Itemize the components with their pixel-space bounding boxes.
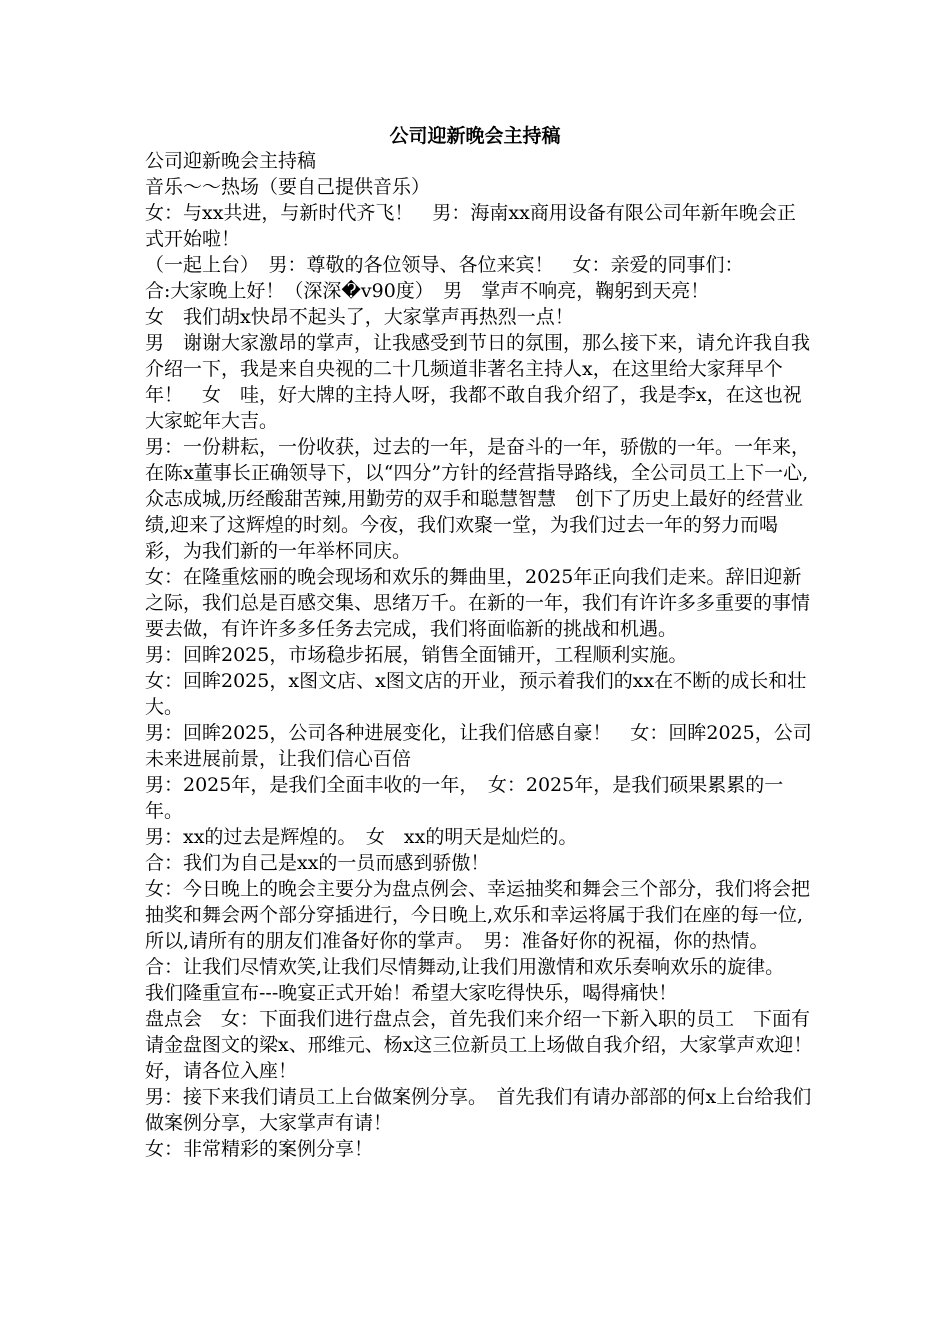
paragraph-stores: 女：回眸2025，x图文店、x图文店的开业，预示着我们的xx在不断的成长和壮大。 — [145, 670, 807, 718]
paragraph-pride: 合：我们为自己是xx的一员而感到骄傲！ — [145, 852, 490, 874]
paragraph-together: 合:大家晚上好！（深深�v90度） 男 掌声不响亮，鞠躬到天亮！ — [145, 280, 710, 302]
paragraph-announcement: 我们隆重宣布---晚宴正式开始！希望大家吃得快乐，喝得痛快！ — [145, 982, 678, 1004]
paragraph-greeting: （一起上台） 男：尊敬的各位领导、各位来宾！ 女：亲爱的同事们： — [145, 254, 744, 276]
paragraph-closing: 女：非常精彩的案例分享！ — [145, 1138, 374, 1160]
paragraph-program: 女：今日晚上的晚会主要分为盘点例会、幸运抽奖和舞会三个部分，我们将会把抽奖和舞会两个部分穿插进行，今日晚上,欢乐和幸运将属于我们在座的每一位,所以,请所有的朋友们准备好你的掌声。 男：准备好你的祝福，你的热情。 合：让我们尽情欢笑,让我们尽情舞动,让我们用激情和欢乐奏响欢乐的旋律。 — [145, 878, 811, 978]
paragraph-case-sharing: 男：接下来我们请员工上台做案例分享。 首先我们有请办部部的何x上台给我们做案例分享，大家掌声有请！ — [145, 1086, 812, 1134]
document-body — [145, 148, 832, 1162]
document-title: 公司迎新晚会主持稿 — [389, 125, 561, 147]
paragraph-new-year: 女：在隆重炫丽的晚会现场和欢乐的舞曲里，2025年正向我们走来。辞旧迎新之际，我们总是百感交集、思绪万千。在新的一年，我们有许许多多重要的事情要去做，有许许多多任务去完成，我们将面临新的挑战和机遇。 — [145, 566, 811, 640]
paragraph-review-meeting: 盘点会 女：下面我们进行盘点会，首先我们来介绍一下新入职的员工 下面有请金盘图文的梁x、邢维元、杨x这三位新员工上场做自我介绍，大家掌声欢迎！ 好，请各位入座！ — [145, 1008, 832, 1082]
paragraph-harvest: 男：2025年，是我们全面丰收的一年， 女：2025年，是我们硕果累累的一年。 — [145, 774, 784, 822]
paragraph-review-year: 男：一份耕耘，一份收获，过去的一年，是奋斗的一年，骄傲的一年。一年来，在陈x董事长正确领导下，以“四分”方针的经营指导路线，全公司员工上下一心,众志成城,历经酸甜苦辣,用勤劳的双手和聪慧智慧 创下了历史上最好的经营业绩,迎来了这辉煌的时刻。今夜，我们欢聚一堂，为我们过去一年的努力而喝彩，为我们新的一年举杯同庆。 — [145, 436, 811, 562]
paragraph-opening: 女：与xx共进，与新时代齐飞！ 男：海南xx商用设备有限公司年新年晚会正式开始啦！ — [145, 202, 796, 250]
paragraph-subtitle: 公司迎新晚会主持稿 — [145, 150, 317, 172]
paragraph-market: 男：回眸2025，市场稳步拓展，销售全面铺开，工程顺利实施。 — [145, 644, 688, 666]
paragraph-introduction: 男 谢谢大家激昂的掌声，让我感受到节日的氛围，那么接下来，请允许我自我介绍一下，我是来自央视的二十几频道非著名主持人x，在这里给大家拜早个年！ 女 哇，好大牌的主持人呀，我都不敢自我介绍了，我是李x，在这也祝大家蛇年大吉。 — [145, 332, 811, 432]
paragraph-music: 音乐～～热场（要自己提供音乐） — [145, 176, 431, 198]
paragraph-applause: 女 我们胡x快昂不起头了，大家掌声再热烈一点！ — [145, 306, 574, 328]
paragraph-progress: 男：回眸2025，公司各种进展变化，让我们倍感自豪！ 女：回眸2025，公司未来进展前景，让我们信心百倍 — [145, 722, 812, 770]
paragraph-past-future: 男：xx的过去是辉煌的。 女 xx的明天是灿烂的。 — [145, 826, 578, 848]
